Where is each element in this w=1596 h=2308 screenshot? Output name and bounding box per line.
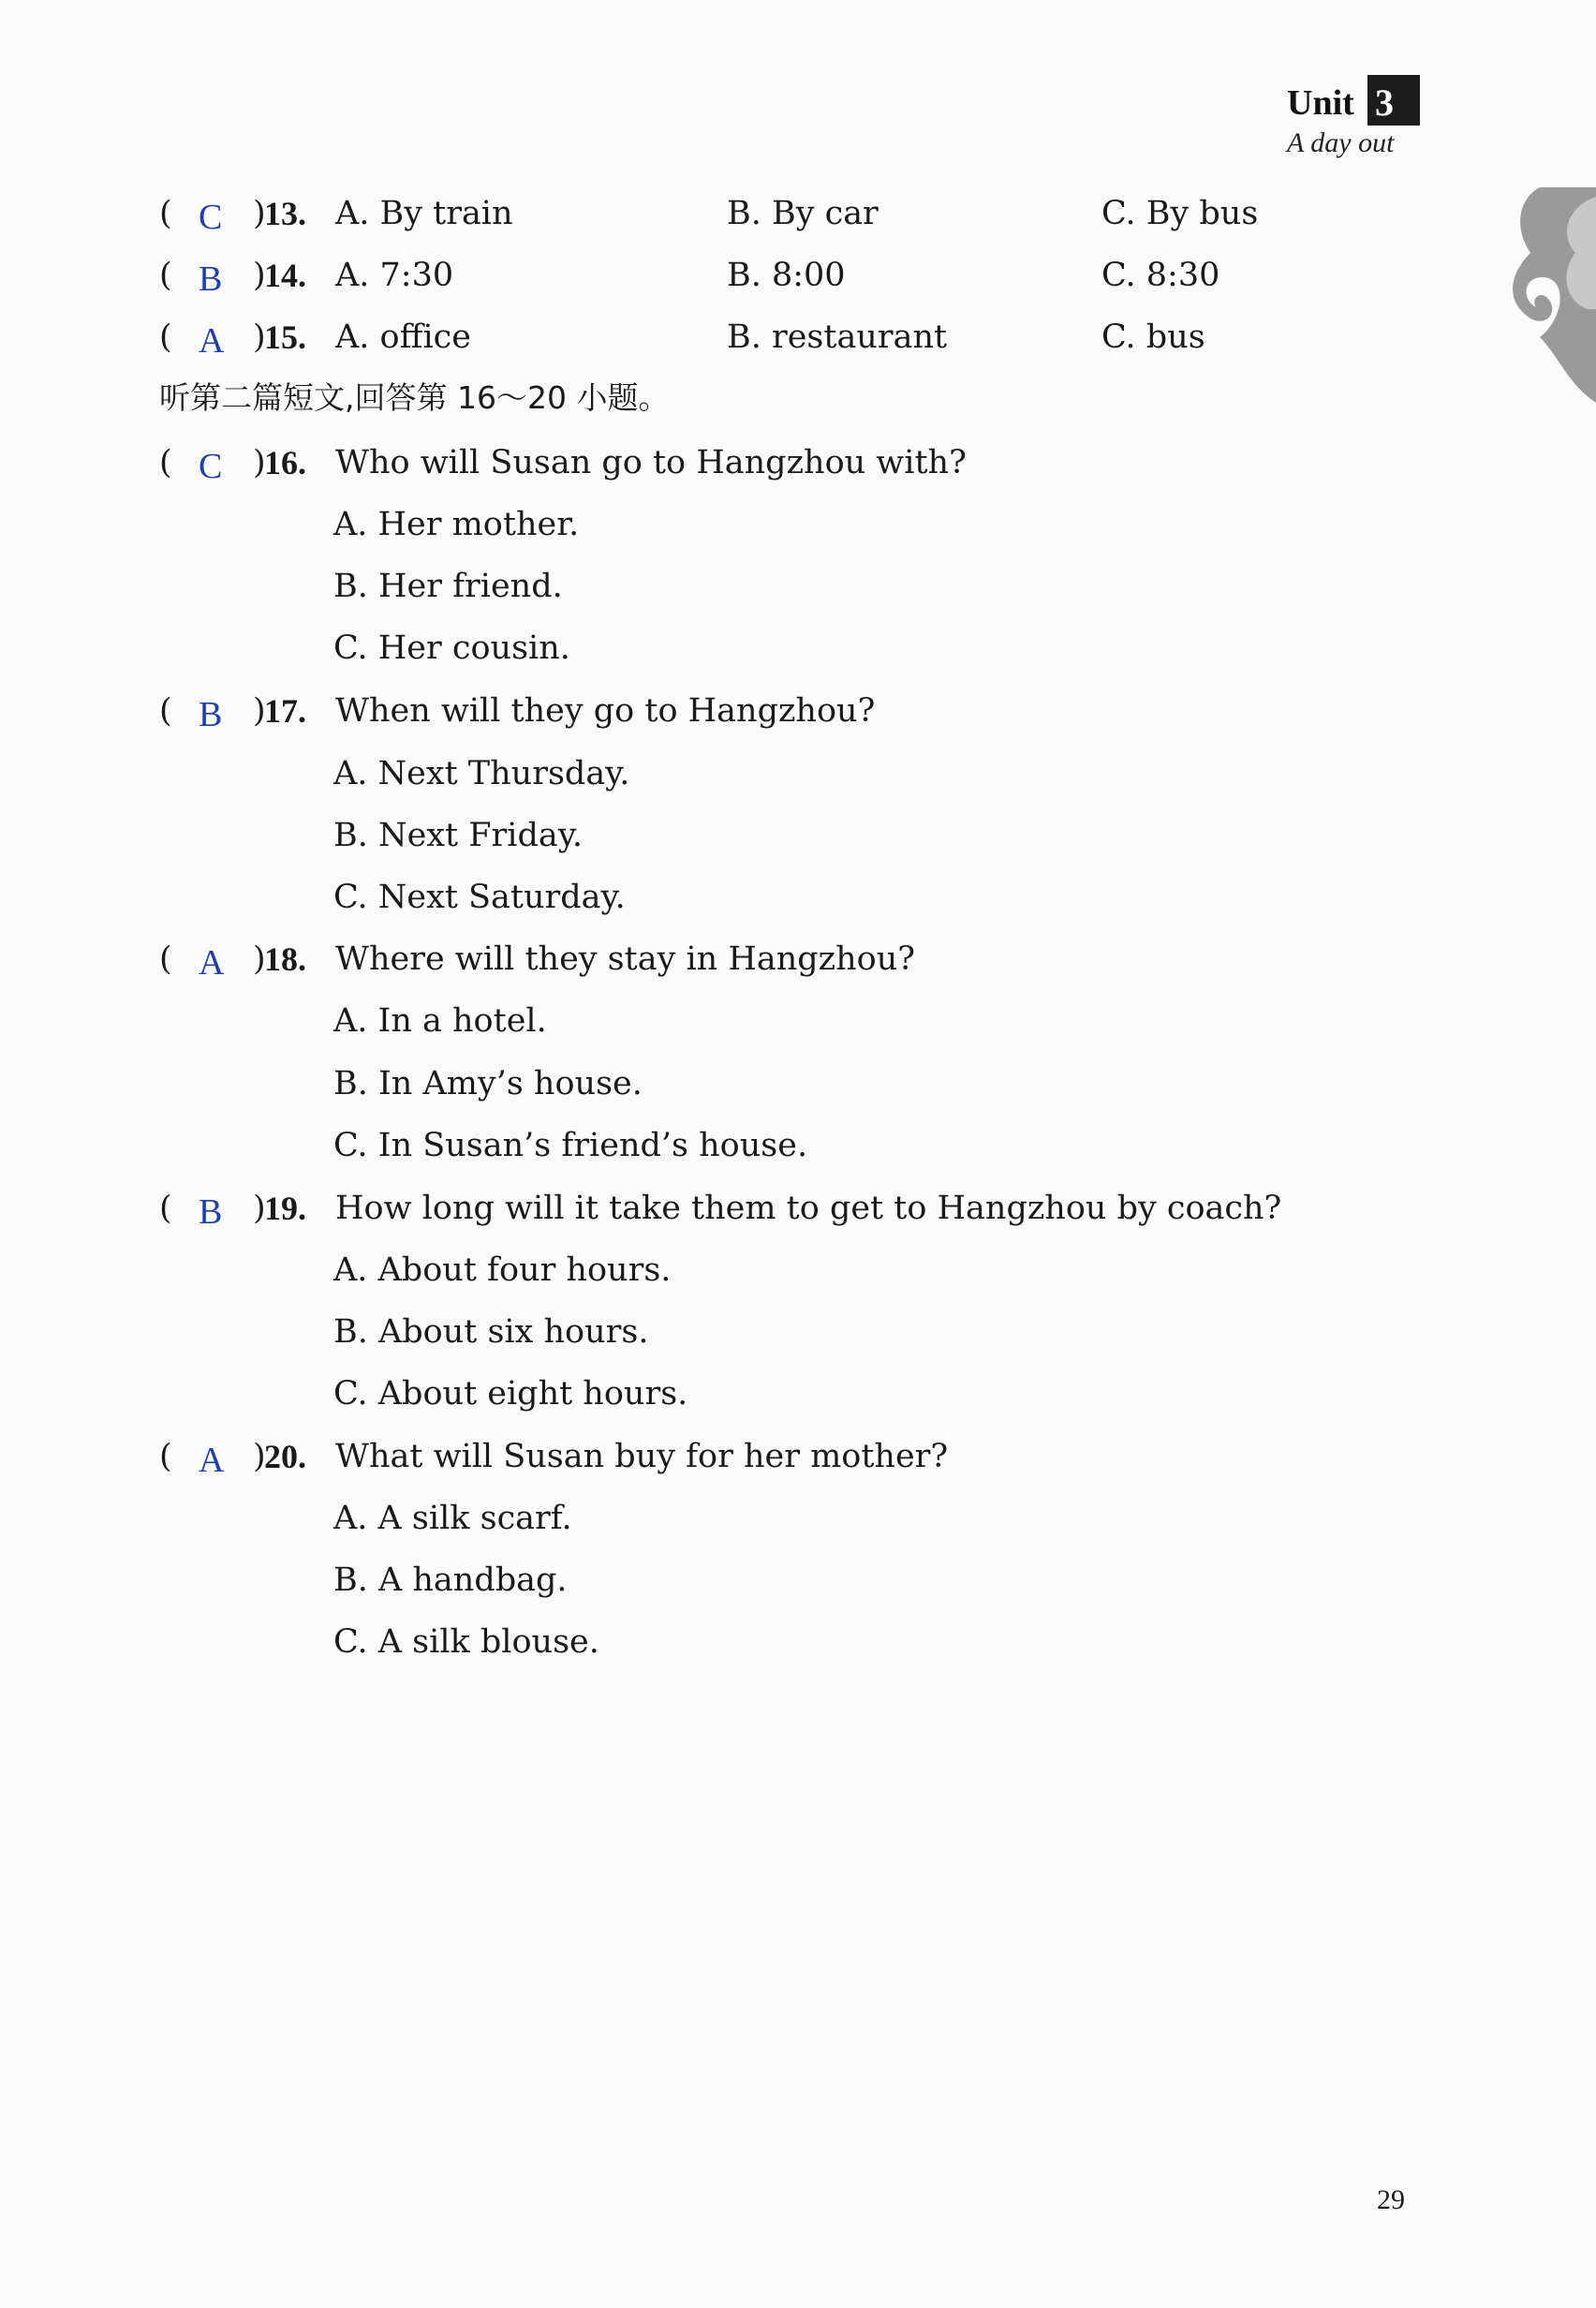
paren-open: ( [159,1190,172,1227]
paren-close: ) [253,318,266,356]
unit-number: 3 [1375,81,1394,124]
choice-a: A. About four hours. [333,1251,672,1289]
unit-header [1281,75,1431,159]
paren-close: ) [253,692,266,730]
answer-mark: B [199,259,223,299]
question-number: 13. [264,195,306,232]
option-b: B. By car [727,195,879,232]
paren-open: ( [159,257,172,294]
answer-mark: A [199,321,225,361]
option-a: A. By train [335,195,513,232]
unit-subtitle: A day out [1287,127,1395,158]
question-number: 20. [264,1438,306,1475]
unit-label: Unit [1287,83,1354,123]
option-a: A. office [335,318,471,356]
choice-c: C. Her cousin. [333,629,570,667]
option-c: C. By bus [1101,195,1259,232]
unit-number-box [1367,75,1420,126]
choice-a: A. A silk scarf. [333,1500,572,1537]
answer-mark: C [199,447,223,486]
paren-open: ( [159,444,172,481]
choice-c: C. About eight hours. [333,1375,688,1413]
paren-close: ) [253,257,266,294]
question-number: 17. [264,692,306,730]
paren-close: ) [253,940,266,978]
cloud-ornament-icon [1502,187,1596,403]
answer-mark: A [199,943,225,983]
paren-close: ) [253,1190,266,1227]
option-b: B. 8:00 [727,257,846,294]
question-text: How long will it take them to get to Hangzhou by coach? [335,1190,1282,1227]
choice-c: C. A silk blouse. [333,1623,599,1661]
question-text: Who will Susan go to Hangzhou with? [335,444,967,481]
answer-mark: B [199,1192,223,1232]
choice-c: C. In Susan’s friend’s house. [333,1127,808,1164]
answer-mark: C [199,198,223,237]
choice-a: A. Her mother. [333,506,580,543]
question-number: 16. [264,444,306,481]
option-c: C. bus [1101,318,1205,356]
choice-b: B. About six hours. [333,1313,649,1351]
paren-close: ) [253,444,266,481]
choice-b: B. Her friend. [333,568,563,605]
paren-open: ( [159,195,172,232]
option-b: B. restaurant [727,318,948,356]
paren-open: ( [159,1438,172,1475]
paren-open: ( [159,692,172,730]
question-number: 15. [264,318,306,356]
answer-mark: B [199,695,223,734]
choice-b: B. In Amy’s house. [333,1065,643,1102]
section-heading: 听第二篇短文,回答第 16～20 小题。 [159,379,670,416]
question-number: 19. [264,1190,306,1227]
paren-open: ( [159,318,172,356]
choice-b: B. A handbag. [333,1561,568,1599]
question-number: 18. [264,940,306,978]
question-text: When will they go to Hangzhou? [335,692,876,730]
paren-close: ) [253,195,266,232]
choice-c: C. Next Saturday. [333,879,626,916]
page-number: 29 [1377,2184,1405,2215]
question-number: 14. [264,257,306,294]
question-text: What will Susan buy for her mother? [335,1438,949,1475]
question-text: Where will they stay in Hangzhou? [335,940,916,978]
choice-a: A. In a hotel. [333,1002,547,1040]
choice-a: A. Next Thursday. [333,755,630,792]
paren-open: ( [159,940,172,978]
option-c: C. 8:30 [1101,257,1220,294]
option-a: A. 7:30 [335,257,454,294]
choice-b: B. Next Friday. [333,817,583,854]
answer-mark: A [199,1441,225,1480]
paren-close: ) [253,1438,266,1475]
